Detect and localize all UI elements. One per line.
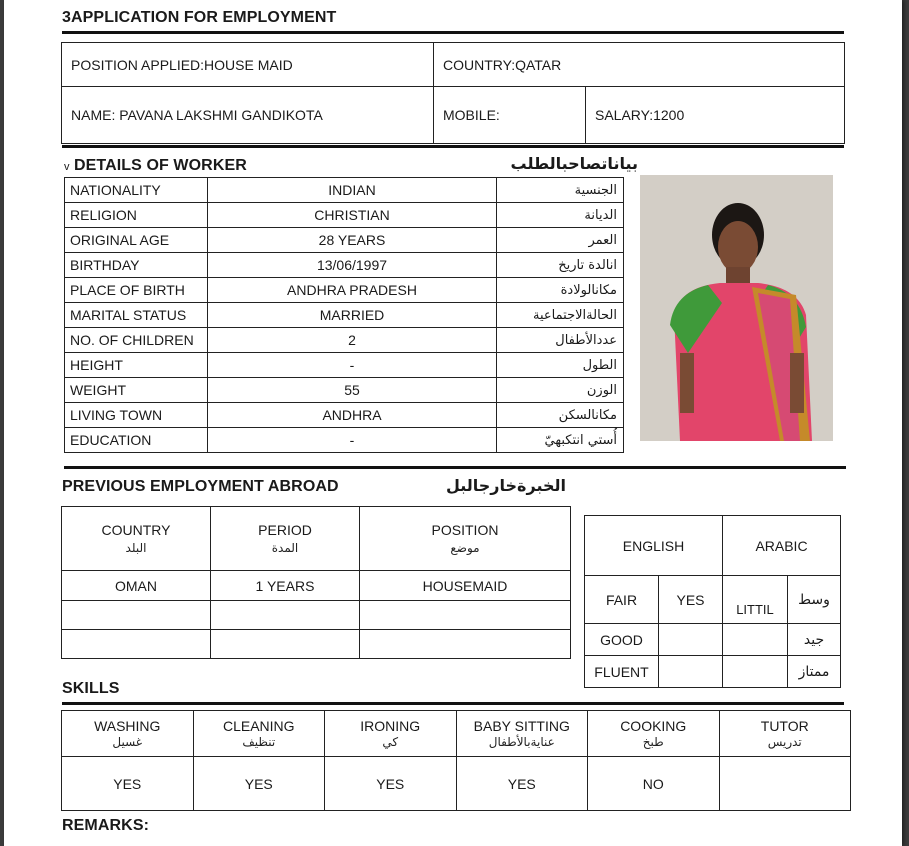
details-arabic-label: أُستي انتكبهيّ <box>497 428 624 453</box>
column-title: PERIOD <box>258 522 312 538</box>
details-heading-text: DETAILS OF WORKER <box>73 157 247 174</box>
details-label: MARITAL STATUS <box>65 303 208 328</box>
details-label: BIRTHDAY <box>65 253 208 278</box>
good-label: GOOD <box>585 624 659 656</box>
english-good-value <box>659 624 723 656</box>
arabic-good-value <box>723 624 788 656</box>
details-value: 28 YEARS <box>208 228 497 253</box>
details-label: PLACE OF BIRTH <box>65 278 208 303</box>
details-arabic-label: الديانة <box>497 203 624 228</box>
previous-employment-table <box>61 506 571 659</box>
details-heading <box>64 157 247 175</box>
details-value: 2 <box>208 328 497 353</box>
details-value: - <box>208 353 497 378</box>
details-row <box>65 328 624 353</box>
previous-employment-row <box>62 571 571 601</box>
previous-employment-row <box>62 630 571 659</box>
column-title-arabic: موضع <box>450 541 480 555</box>
details-arabic-label: الطول <box>497 353 624 378</box>
skill-name: CLEANING <box>222 718 295 734</box>
skill-header <box>456 711 588 757</box>
skill-name-arabic: كي <box>382 735 399 749</box>
section-divider-2 <box>64 466 846 469</box>
skill-value <box>719 757 851 811</box>
fluent-arabic-label: ممتاز <box>788 656 841 688</box>
details-arabic-label: الوزن <box>497 378 624 403</box>
worker-details-table <box>64 177 624 453</box>
arabic-fluent-value <box>723 656 788 688</box>
skills-table <box>61 710 851 811</box>
details-arabic-label: العمر <box>497 228 624 253</box>
details-label: HEIGHT <box>65 353 208 378</box>
previous-employment-cell <box>211 630 360 659</box>
skill-name: BABY SITTING <box>473 718 570 734</box>
english-fluent-value <box>659 656 723 688</box>
skill-value: YES <box>456 757 588 811</box>
skill-value: YES <box>325 757 457 811</box>
previous-employment-cell: HOUSEMAID <box>360 571 571 601</box>
skill-value: YES <box>193 757 325 811</box>
title-underline <box>62 31 844 34</box>
details-heading-arabic: بياناتصاحبالطلب <box>510 154 638 173</box>
previous-employment-cell <box>62 630 211 659</box>
previous-employment-heading-arabic: الخبرةخارجالبل <box>445 476 566 495</box>
previous-employment-cell: OMAN <box>62 571 211 601</box>
column-title: COUNTRY <box>101 522 171 538</box>
details-label: NATIONALITY <box>65 178 208 203</box>
details-row <box>65 278 624 303</box>
details-value: MARRIED <box>208 303 497 328</box>
column-title: POSITION <box>431 522 499 538</box>
skills-heading: SKILLS <box>62 680 120 697</box>
details-row <box>65 403 624 428</box>
details-label: LIVING TOWN <box>65 403 208 428</box>
section-divider <box>62 145 844 148</box>
application-form <box>4 0 902 846</box>
name-cell: NAME: PAVANA LAKSHMI GANDIKOTA <box>62 87 434 144</box>
skill-name: COOKING <box>620 718 687 734</box>
details-label: NO. OF CHILDREN <box>65 328 208 353</box>
skill-value: YES <box>62 757 194 811</box>
details-row <box>65 428 624 453</box>
skill-header <box>193 711 325 757</box>
worker-photo <box>640 175 833 441</box>
previous-employment-cell: 1 YEARS <box>211 571 360 601</box>
details-label: EDUCATION <box>65 428 208 453</box>
fluent-label: FLUENT <box>585 656 659 688</box>
details-arabic-label: الحالةالاجتماعية <box>497 303 624 328</box>
previous-employment-cell <box>211 601 360 630</box>
skill-name-arabic: تدريس <box>767 735 802 749</box>
applicant-info-table <box>61 42 845 144</box>
previous-employment-header <box>211 507 360 571</box>
good-arabic-label: جيد <box>788 624 841 656</box>
details-row <box>65 178 624 203</box>
details-row <box>65 303 624 328</box>
previous-employment-row <box>62 601 571 630</box>
details-value: ANDHRA PRADESH <box>208 278 497 303</box>
previous-employment-cell <box>360 630 571 659</box>
details-arabic-label: مكانالولادة <box>497 278 624 303</box>
skill-name: IRONING <box>360 718 421 734</box>
details-row <box>65 353 624 378</box>
skill-name-arabic: تنظيف <box>242 735 276 749</box>
language-table <box>584 515 841 688</box>
position-applied-cell: POSITION APPLIED:HOUSE MAID <box>62 43 434 87</box>
arabic-header: ARABIC <box>723 516 841 576</box>
skill-value: NO <box>588 757 720 811</box>
skills-divider <box>62 702 844 705</box>
previous-employment-cell <box>360 601 571 630</box>
skill-header <box>325 711 457 757</box>
details-arabic-label: مكانالسكن <box>497 403 624 428</box>
details-value: INDIAN <box>208 178 497 203</box>
details-label: WEIGHT <box>65 378 208 403</box>
salary-cell: SALARY:1200 <box>586 87 845 144</box>
details-label: ORIGINAL AGE <box>65 228 208 253</box>
column-title-arabic: المدة <box>271 541 299 555</box>
details-arabic-label: عددالأطفال <box>497 328 624 353</box>
column-title-arabic: البلد <box>125 541 147 555</box>
arabic-fair-value: LITTIL <box>723 576 788 624</box>
details-value: 55 <box>208 378 497 403</box>
skill-name: WASHING <box>94 718 161 734</box>
english-fair-value: YES <box>659 576 723 624</box>
details-row <box>65 228 624 253</box>
details-marker: v <box>64 161 70 173</box>
skill-header <box>62 711 194 757</box>
details-value: - <box>208 428 497 453</box>
fair-label: FAIR <box>585 576 659 624</box>
details-label: RELIGION <box>65 203 208 228</box>
details-row <box>65 253 624 278</box>
details-row <box>65 378 624 403</box>
fair-arabic-label: وسط <box>788 576 841 624</box>
details-value: ANDHRA <box>208 403 497 428</box>
skill-name-arabic: عنايةبالأطفال <box>488 735 555 749</box>
skill-name-arabic: طبخ <box>642 735 664 749</box>
details-value: CHRISTIAN <box>208 203 497 228</box>
country-cell: COUNTRY:QATAR <box>434 43 845 87</box>
details-row <box>65 203 624 228</box>
previous-employment-header <box>62 507 211 571</box>
details-value: 13/06/1997 <box>208 253 497 278</box>
form-title: 3APPLICATION FOR EMPLOYMENT <box>62 9 337 26</box>
previous-employment-header <box>360 507 571 571</box>
mobile-cell: MOBILE: <box>434 87 586 144</box>
skill-header <box>588 711 720 757</box>
remarks-label: REMARKS: <box>62 817 150 834</box>
english-header: ENGLISH <box>585 516 723 576</box>
skill-name: TUTOR <box>760 718 809 734</box>
skill-header <box>719 711 851 757</box>
previous-employment-heading: PREVIOUS EMPLOYMENT ABROAD <box>62 478 339 495</box>
skill-name-arabic: غسيل <box>112 735 143 749</box>
details-arabic-label: انالدة تاريخ <box>497 253 624 278</box>
details-arabic-label: الجنسية <box>497 178 624 203</box>
previous-employment-cell <box>62 601 211 630</box>
